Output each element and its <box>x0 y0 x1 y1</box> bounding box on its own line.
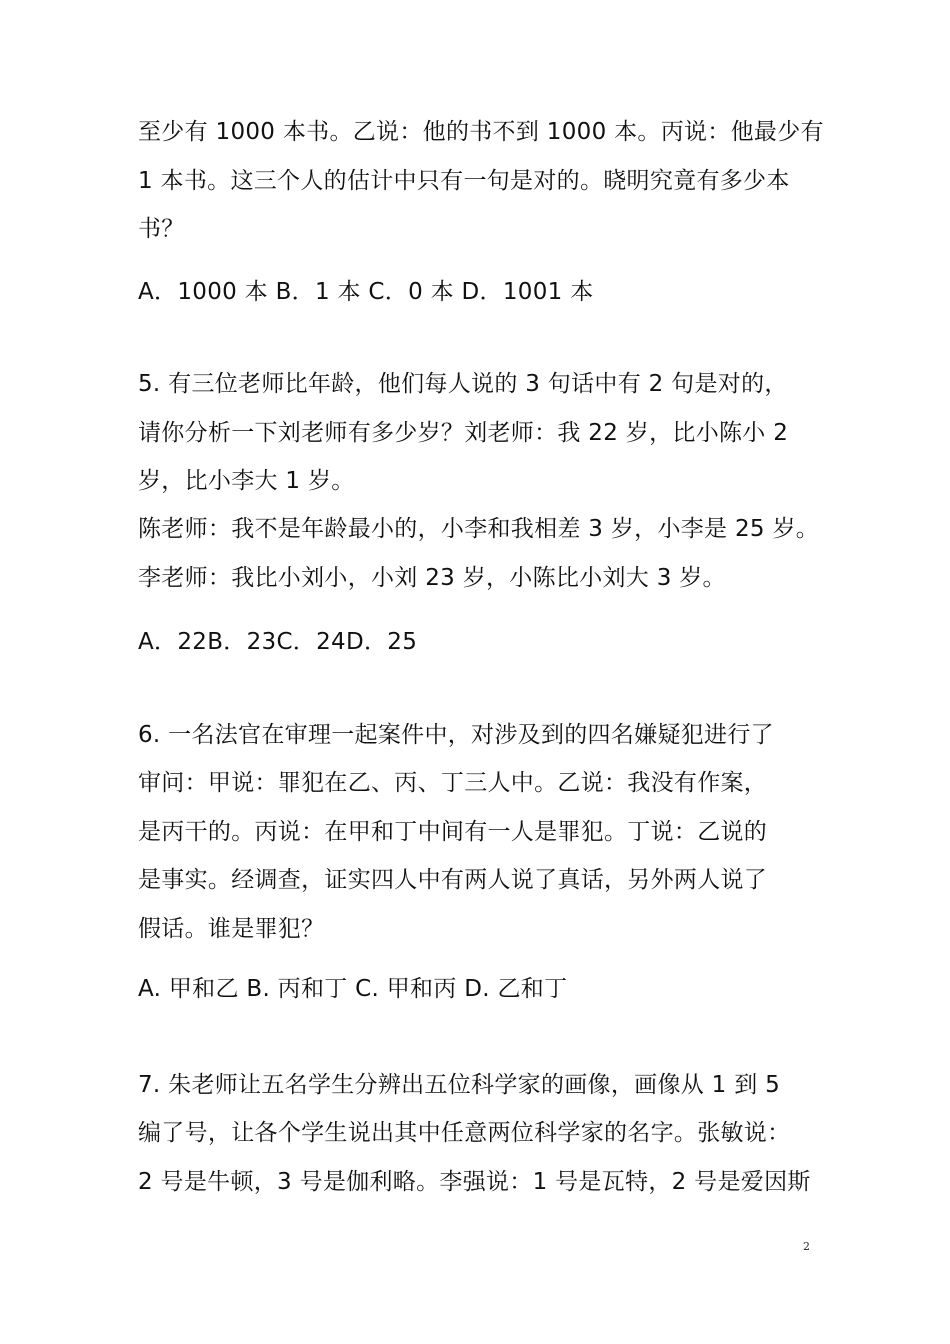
q4-line-2: 1 本书。这三个人的估计中只有一句是对的。晓明究竟有多少本 <box>138 168 790 194</box>
q5-line-3: 岁，比小李大 1 岁。 <box>138 468 355 494</box>
q6-line-5: 假话。谁是罪犯？ <box>138 916 325 942</box>
q5-line-2: 请你分析一下刘老师有多少岁？刘老师：我 22 岁，比小陈小 2 <box>138 420 789 446</box>
q6-line-3: 是丙干的。丙说：在甲和丁中间有一人是罪犯。丁说：乙说的 <box>138 819 768 845</box>
q7-line-2: 编了号，让各个学生说出其中任意两位科学家的名字。张敏说： <box>138 1120 791 1146</box>
q6-line-1: 6. 一名法官在审理一起案件中，对涉及到的四名嫌疑犯进行了 <box>138 722 774 748</box>
q7-line-1: 7. 朱老师让五名学生分辨出五位科学家的画像，画像从 1 到 5 <box>138 1072 781 1098</box>
q5-options: A．22B．23C．24D．25 <box>138 629 418 655</box>
q6-line-4: 是事实。经调查，证实四人中有两人说了真话，另外两人说了 <box>138 867 768 893</box>
q5-line-5: 李老师：我比小刘小，小刘 23 岁，小陈比小刘大 3 岁。 <box>138 565 726 591</box>
q6-options: A. 甲和乙 B. 丙和丁 C. 甲和丙 D. 乙和丁 <box>138 976 568 1002</box>
q5-line-1: 5. 有三位老师比年龄，他们每人说的 3 句话中有 2 句是对的， <box>138 371 788 397</box>
page-number: 2 <box>803 1240 810 1253</box>
q4-options: A．1000 本 B．1 本 C．0 本 D．1001 本 <box>138 279 594 305</box>
q7-line-3: 2 号是牛顿，3 号是伽利略。李强说：1 号是瓦特，2 号是爱因斯 <box>138 1169 811 1195</box>
q4-line-1: 至少有 1000 本书。乙说：他的书不到 1000 本。丙说：他最少有 <box>138 119 824 145</box>
q5-line-4: 陈老师：我不是年龄最小的，小李和我相差 3 岁，小李是 25 岁。 <box>138 516 820 542</box>
q6-line-2: 审问：甲说：罪犯在乙、丙、丁三人中。乙说：我没有作案， <box>138 770 768 796</box>
q4-line-3: 书？ <box>138 216 185 242</box>
